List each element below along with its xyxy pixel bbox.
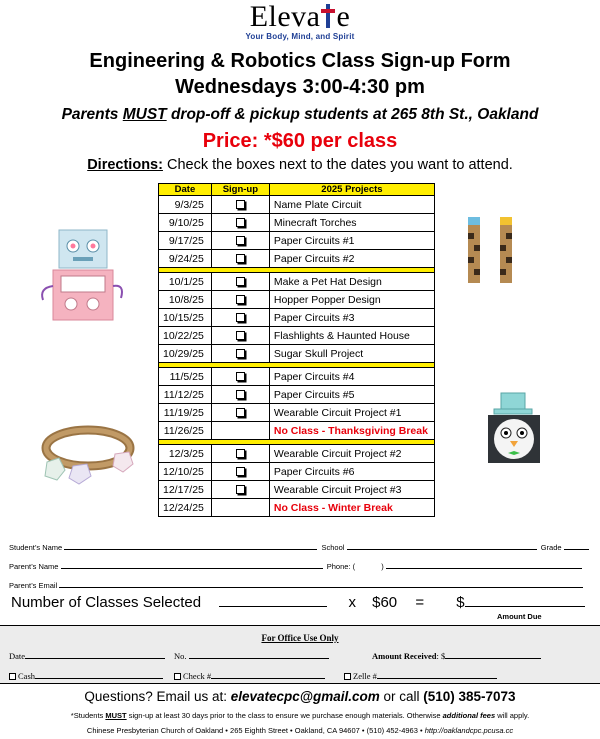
project-cell: Flashlights & Haunted House — [269, 327, 434, 345]
table-header-row — [159, 184, 435, 196]
office-amount-suffix: : $ — [436, 651, 446, 661]
phone-close: ) — [381, 562, 384, 571]
office-cash-input[interactable] — [35, 670, 163, 679]
project-cell: Paper Circuits #6 — [269, 463, 434, 481]
questions-text: Questions? Email us at: — [84, 689, 231, 704]
project-cell: Make a Pet Hat Design — [269, 273, 434, 291]
project-cell: Wearable Circuit Project #2 — [269, 445, 434, 463]
page-title: Engineering & Robotics Class Sign-up Form — [89, 50, 511, 72]
signup-cell — [211, 499, 269, 517]
header-projects: 2025 Projects — [269, 184, 434, 196]
date-cell: 10/8/25 — [159, 291, 212, 309]
student-name-input[interactable] — [64, 542, 317, 550]
date-cell: 11/12/25 — [159, 386, 212, 404]
signup-checkbox[interactable] — [236, 449, 245, 458]
dollar-sign: $ — [456, 594, 465, 611]
contact-phone: (510) 385-7073 — [423, 689, 516, 704]
office-amount-input[interactable] — [445, 650, 541, 659]
notice-post: drop-off & pickup students at 265 8th St., Oakland — [166, 106, 539, 123]
price: Price: *$60 per class — [202, 130, 398, 152]
date-cell: 9/17/25 — [159, 232, 212, 250]
date-cell: 10/1/25 — [159, 273, 212, 291]
office-date-label: Date — [9, 651, 26, 661]
header-signup: Sign-up — [211, 184, 269, 196]
table-row — [159, 445, 435, 463]
office-no-label: No. — [174, 651, 187, 661]
zelle-checkbox[interactable] — [344, 673, 351, 680]
signup-checkbox[interactable] — [236, 485, 245, 494]
signup-checkbox[interactable] — [236, 254, 245, 263]
office-zelle-input[interactable] — [377, 670, 497, 679]
directions — [0, 157, 600, 173]
signup-checkbox[interactable] — [236, 408, 245, 417]
or-call-text: or call — [379, 689, 424, 704]
signup-cell — [211, 404, 269, 422]
signup-checkbox[interactable] — [236, 218, 245, 227]
table-row — [159, 386, 435, 404]
robot-box-photo — [33, 226, 133, 326]
signup-cell — [211, 386, 269, 404]
table-row — [159, 273, 435, 291]
signup-cell — [211, 445, 269, 463]
schedule-time: Wednesdays 3:00-4:30 pm — [175, 76, 425, 98]
date-cell: 11/5/25 — [159, 368, 212, 386]
check-checkbox[interactable] — [174, 673, 181, 680]
project-cell: Paper Circuits #3 — [269, 309, 434, 327]
office-date-input[interactable] — [25, 650, 165, 659]
table-row — [159, 345, 435, 363]
school-label: School — [321, 543, 345, 552]
footnote — [0, 711, 600, 720]
times-sign: x — [348, 594, 356, 611]
signup-checkbox[interactable] — [236, 349, 245, 358]
signup-cell — [211, 481, 269, 499]
office-no-row — [174, 650, 329, 661]
project-cell: Minecraft Torches — [269, 214, 434, 232]
date-cell: 12/17/25 — [159, 481, 212, 499]
cross-icon — [321, 4, 335, 28]
date-cell: 9/3/25 — [159, 196, 212, 214]
signup-cell — [211, 273, 269, 291]
grade-label: Grade — [540, 543, 562, 552]
table-row — [159, 404, 435, 422]
project-cell: Paper Circuits #2 — [269, 250, 434, 268]
questions-line — [0, 689, 600, 704]
signup-cell — [211, 368, 269, 386]
contact-email[interactable]: elevatecpc@gmail.com — [230, 689, 380, 704]
project-cell: No Class - Winter Break — [269, 499, 434, 517]
project-cell: Paper Circuits #5 — [269, 386, 434, 404]
logo-tagline: Your Body, Mind, and Spirit — [245, 32, 355, 41]
signup-cell — [211, 196, 269, 214]
amount-due-input[interactable] — [465, 593, 585, 607]
office-zelle-row — [344, 670, 497, 681]
signup-checkbox[interactable] — [236, 331, 245, 340]
amount-due-label: Amount Due — [497, 612, 542, 621]
signup-checkbox[interactable] — [236, 277, 245, 286]
notice-must: MUST — [122, 106, 167, 123]
office-amount-row — [372, 650, 541, 661]
table-row — [159, 368, 435, 386]
office-cash-row — [9, 670, 163, 681]
office-cash-label: Cash — [18, 671, 35, 681]
directions-text: Check the boxes next to the dates you want to attend. — [162, 157, 513, 173]
parent-email-label: Parent’s Email — [9, 581, 58, 590]
logo-word-b: e — [336, 0, 351, 33]
signup-cell — [211, 232, 269, 250]
project-cell: Hopper Popper Design — [269, 291, 434, 309]
table-row — [159, 422, 435, 440]
date-cell: 10/29/25 — [159, 345, 212, 363]
cash-checkbox[interactable] — [9, 673, 16, 680]
office-use-box — [0, 625, 600, 684]
phone-input[interactable] — [386, 561, 582, 569]
project-cell: Paper Circuits #4 — [269, 368, 434, 386]
student-name-label: Student’s Name — [9, 543, 63, 552]
table-row — [159, 481, 435, 499]
directions-label: Directions: — [87, 157, 163, 173]
note-pre: *Students — [70, 711, 106, 720]
note-fees: additional fees — [442, 711, 496, 720]
signup-checkbox[interactable] — [236, 390, 245, 399]
num-classes-label: Number of Classes Selected — [11, 594, 202, 611]
signup-checkbox[interactable] — [236, 200, 245, 209]
signup-cell — [211, 327, 269, 345]
grade-input[interactable] — [564, 542, 589, 550]
logo-wordmark — [0, 2, 600, 32]
price-each: $60 — [372, 594, 398, 611]
logo — [0, 2, 600, 41]
table-row — [159, 327, 435, 345]
project-cell: Wearable Circuit Project #3 — [269, 481, 434, 499]
signup-cell — [211, 291, 269, 309]
table-row — [159, 214, 435, 232]
date-cell: 10/15/25 — [159, 309, 212, 327]
table-row — [159, 232, 435, 250]
office-check-row — [174, 670, 325, 681]
project-cell: No Class - Thanksgiving Break — [269, 422, 434, 440]
date-cell: 9/24/25 — [159, 250, 212, 268]
table-row — [159, 309, 435, 327]
parent-name-input[interactable] — [61, 561, 323, 569]
office-amount-label: Amount Received — [372, 651, 437, 661]
church-address — [0, 726, 600, 735]
signup-checkbox[interactable] — [236, 236, 245, 245]
schedule-table — [158, 183, 435, 517]
table-row — [159, 291, 435, 309]
project-cell: Wearable Circuit Project #1 — [269, 404, 434, 422]
equals-sign: = — [415, 594, 425, 611]
school-input[interactable] — [347, 542, 537, 550]
office-check-input[interactable] — [211, 670, 325, 679]
signup-cell — [211, 214, 269, 232]
table-row — [159, 250, 435, 268]
logo-word-a: Eleva — [249, 0, 321, 33]
date-cell: 12/3/25 — [159, 445, 212, 463]
office-check-label: Check # — [183, 671, 212, 681]
date-cell: 12/24/25 — [159, 499, 212, 517]
office-zelle-label: Zelle # — [353, 671, 377, 681]
signup-cell — [211, 250, 269, 268]
schedule-body — [159, 196, 435, 517]
wearable-cuff-photo — [33, 418, 143, 493]
num-classes-input[interactable] — [219, 593, 327, 607]
classes-total-row — [11, 593, 585, 611]
project-cell: Sugar Skull Project — [269, 345, 434, 363]
table-row — [159, 196, 435, 214]
parent-name-row — [9, 561, 582, 571]
date-cell: 11/26/25 — [159, 422, 212, 440]
office-date-row — [9, 650, 165, 661]
signup-cell — [211, 463, 269, 481]
address-text: Chinese Presbyterian Church of Oakland • 265 Eighth Street • Oakland, CA 94607 • (510) 452-4963 • — [86, 726, 425, 735]
signup-cell — [211, 422, 269, 440]
signup-checkbox[interactable] — [236, 313, 245, 322]
signup-cell — [211, 345, 269, 363]
table-row — [159, 463, 435, 481]
table-row — [159, 499, 435, 517]
phone-label: Phone: ( — [326, 562, 356, 571]
parent-email-input[interactable] — [59, 580, 583, 588]
torches-photo — [456, 209, 531, 289]
website-link[interactable]: http://oaklandcpc.pcusa.cc — [424, 726, 514, 735]
office-no-input[interactable] — [189, 650, 329, 659]
office-heading: For Office Use Only — [261, 633, 339, 643]
note-must: MUST — [105, 711, 127, 720]
note-mid: sign-up at least 30 days prior to the class to ensure we purchase enough materials. Otherwise — [126, 711, 443, 720]
notice-pre: Parents — [61, 106, 123, 123]
project-cell: Name Plate Circuit — [269, 196, 434, 214]
date-cell: 9/10/25 — [159, 214, 212, 232]
date-cell: 10/22/25 — [159, 327, 212, 345]
parent-name-label: Parent’s Name — [9, 562, 59, 571]
date-cell: 12/10/25 — [159, 463, 212, 481]
note-post: will apply. — [495, 711, 530, 720]
header-date: Date — [159, 184, 212, 196]
signup-checkbox[interactable] — [236, 467, 245, 476]
parent-email-row — [9, 580, 583, 590]
signup-checkbox[interactable] — [236, 372, 245, 381]
project-cell: Paper Circuits #1 — [269, 232, 434, 250]
student-name-row — [9, 542, 589, 552]
signup-cell — [211, 309, 269, 327]
date-cell: 11/19/25 — [159, 404, 212, 422]
signup-checkbox[interactable] — [236, 295, 245, 304]
penguin-photo — [480, 391, 548, 469]
parent-notice — [0, 106, 600, 124]
